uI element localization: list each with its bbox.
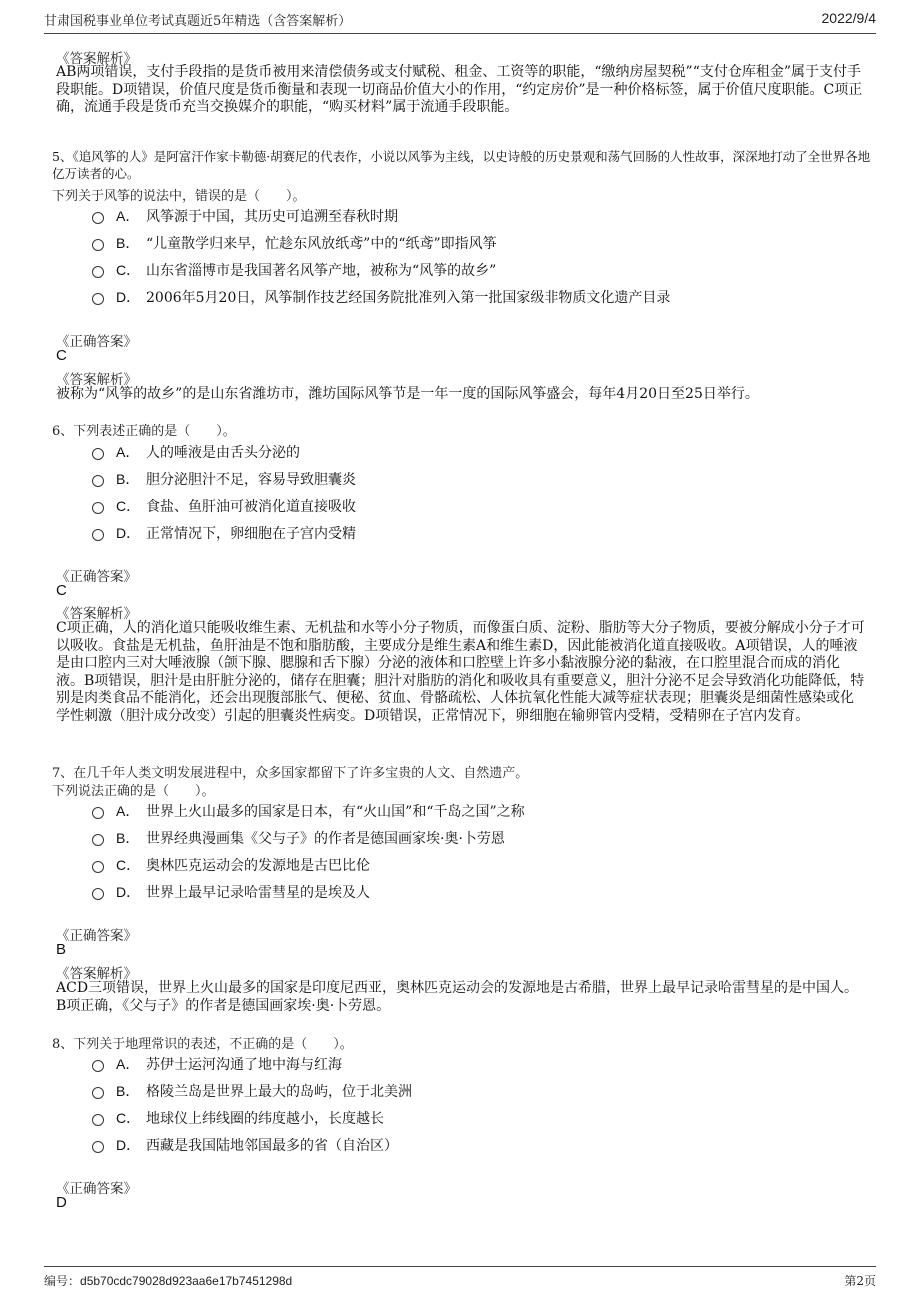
option-letter: C．: [116, 498, 141, 514]
option-text: 世界上最早记录哈雷彗星的是埃及人: [146, 885, 370, 901]
q8-correct-label: 《正确答案》: [56, 1181, 137, 1197]
radio-icon[interactable]: [92, 212, 104, 224]
q5-analysis-text: 被称为“风筝的故乡”的是山东省潍坊市，潍坊国际风筝节是一年一度的国际风筝盛会，每年4月20日至25日举行。: [56, 386, 759, 402]
option-text: 世界经典漫画集《父与子》的作者是德国画家埃·奥·卜劳恩: [146, 831, 505, 847]
option-text: 食盐、鱼肝油可被消化道直接吸收: [146, 499, 356, 515]
option-letter: B．: [116, 471, 140, 487]
q5-correct-answer: C: [56, 347, 67, 364]
q6-correct-label: 《正确答案》: [56, 569, 137, 585]
option-text: “儿童散学归来早，忙趁东风放纸鸢”中的“纸鸢”即指风筝: [146, 236, 497, 252]
radio-icon[interactable]: [92, 502, 104, 514]
option-letter: D．: [116, 1137, 141, 1153]
q6-option-c[interactable]: [92, 496, 356, 516]
q4-analysis-text: AB两项错误，支付手段指的是货币被用来清偿债务或支付赋税、租金、工资等的职能，“缴纳房屋契税”“支付仓库租金”属于支付手段职能。D项错误，价值尺度是货币衡量和表现一切商品价值大小的作用，“约定房价”是一种价格标签，属于价值尺度职能。C项正确，流通手段是货币充当交换媒介的职能，“购买材料”属于流通手段职能。: [56, 64, 863, 115]
radio-icon[interactable]: [92, 1060, 104, 1072]
radio-icon[interactable]: [92, 834, 104, 846]
option-text: 2006年5月20日，风筝制作技艺经国务院批准列入第一批国家级非物质文化遗产目录: [146, 290, 671, 306]
option-text: 胆分泌胆汁不足，容易导致胆囊炎: [146, 472, 356, 488]
option-letter: A．: [116, 1056, 140, 1072]
radio-icon[interactable]: [92, 529, 104, 541]
document-date: 2022/9/4: [821, 10, 876, 26]
document-code-label: 编号：: [44, 1274, 81, 1288]
radio-icon[interactable]: [92, 861, 104, 873]
option-text: 风筝源于中国，其历史可追溯至春秋时期: [146, 209, 398, 225]
q7-option-a[interactable]: [92, 801, 525, 821]
q7-option-d[interactable]: [92, 882, 370, 902]
q8-option-d[interactable]: [92, 1135, 398, 1155]
option-letter: D．: [116, 525, 141, 541]
page-header: [44, 10, 876, 30]
radio-icon[interactable]: [92, 1087, 104, 1099]
q7-analysis-label: 《答案解析》: [56, 966, 137, 982]
q6-option-a[interactable]: [92, 442, 300, 462]
q5-analysis-label: 《答案解析》: [56, 372, 137, 388]
option-text: 正常情况下，卵细胞在子宫内受精: [146, 526, 356, 542]
q7-sub-stem: 下列说法正确的是（ ）。: [52, 784, 215, 799]
document-code-value: d5b70cdc79028d923aa6e17b7451298d: [80, 1274, 293, 1288]
radio-icon[interactable]: [92, 293, 104, 305]
radio-icon[interactable]: [92, 266, 104, 278]
q5-correct-label: 《正确答案》: [56, 334, 137, 350]
option-letter: D．: [116, 289, 141, 305]
option-letter: C．: [116, 1110, 141, 1126]
q5-option-d[interactable]: [92, 287, 670, 307]
option-text: 苏伊士运河沟通了地中海与红海: [146, 1057, 342, 1073]
q5-sub-stem: 下列关于风筝的说法中，错误的是（ ）。: [52, 189, 306, 204]
option-letter: B．: [116, 1083, 140, 1099]
option-letter: A．: [116, 208, 140, 224]
q5-option-a[interactable]: [92, 206, 398, 226]
option-text: 世界上火山最多的国家是日本，有“火山国”和“千岛之国”之称: [146, 804, 525, 820]
q6-analysis-label: 《答案解析》: [56, 606, 137, 622]
option-letter: B．: [116, 235, 140, 251]
q8-correct-answer: D: [56, 1194, 67, 1211]
radio-icon[interactable]: [92, 448, 104, 460]
radio-icon[interactable]: [92, 239, 104, 251]
q6-correct-answer: C: [56, 582, 67, 599]
page-footer: [44, 1272, 876, 1290]
option-letter: A．: [116, 444, 140, 460]
option-letter: D．: [116, 884, 141, 900]
option-text: 西藏是我国陆地邻国最多的省（自治区）: [146, 1138, 398, 1154]
option-text: 山东省淄博市是我国著名风筝产地，被称为“风筝的故乡”: [146, 263, 497, 279]
option-text: 奥林匹克运动会的发源地是古巴比伦: [146, 858, 370, 874]
option-text: 人的唾液是由舌头分泌的: [146, 445, 300, 461]
radio-icon[interactable]: [92, 807, 104, 819]
q7-stem: 7、在几千年人类文明发展进程中，众多国家都留下了许多宝贵的人文、自然遗产。: [52, 766, 529, 781]
radio-icon[interactable]: [92, 888, 104, 900]
document-title: 甘肃国税事业单位考试真题近5年精选（含答案解析）: [44, 14, 352, 29]
q5-option-b[interactable]: [92, 233, 497, 253]
radio-icon[interactable]: [92, 1141, 104, 1153]
header-divider: [44, 33, 876, 34]
option-text: 格陵兰岛是世界上最大的岛屿，位于北美洲: [146, 1084, 412, 1100]
q6-analysis-text: C项正确，人的消化道只能吸收维生素、无机盐和水等小分子物质，而像蛋白质、淀粉、脂肪等大分子物质，要被分解成小分子才可以吸收。食盐是无机盐，鱼肝油是不饱和脂肪酸，主要成分是维生素A和维生素D，因此能被消化道直接吸收。A项错误，人的唾液是由口腔内三对大唾液腺（颌下腺、腮腺和舌下腺）分泌的液体和口腔壁上许多小黏液腺分泌的黏液，在口腔里混合而成的消化液。B项错误，胆汁是由肝脏分泌的，储存在胆囊；胆汁对脂肪的消化和吸收具有重要意义，胆汁分泌不足会导致消化功能降低，特别是肉类食品不能消化，还会出现腹部胀气、便秘、贫血、骨骼疏松、人体抗氧化性能大减等症状表现；胆囊炎是细菌性感染或化学性刺激（胆汁成分改变）引起的胆囊炎性病变。D项错误，正常情况下，卵细胞在输卵管内受精，受精卵在子宫内发育。: [56, 620, 865, 724]
q5-stem: 5、《追风筝的人》是阿富汗作家卡勒德·胡赛尼的代表作，小说以风筝为主线，以史诗般的历史景观和荡气回肠的人性故事，深深地打动了全世界各地亿万读者的心。: [52, 149, 871, 181]
radio-icon[interactable]: [92, 475, 104, 487]
q8-option-c[interactable]: [92, 1108, 384, 1128]
q7-option-b[interactable]: [92, 828, 505, 848]
document-code: [44, 1272, 292, 1289]
page-number: 第2页: [844, 1274, 876, 1288]
q7-analysis-text: ACD三项错误，世界上火山最多的国家是印度尼西亚，奥林匹克运动会的发源地是古希腊，世界上最早记录哈雷彗星的是中国人。B项正确，《父与子》的作者是德国画家埃·奥·卜劳恩。: [56, 980, 859, 1014]
radio-icon[interactable]: [92, 1114, 104, 1126]
q8-stem: 8、下列关于地理常识的表述，不正确的是（ ）。: [52, 1037, 353, 1052]
option-letter: A．: [116, 803, 140, 819]
option-text: 地球仪上纬线圈的纬度越小，长度越长: [146, 1111, 384, 1127]
option-letter: C．: [116, 857, 141, 873]
q7-option-c[interactable]: [92, 855, 370, 875]
option-letter: B．: [116, 830, 140, 846]
q4-analysis-label: 《答案解析》: [56, 51, 137, 67]
footer-divider: [44, 1266, 876, 1267]
q8-option-b[interactable]: [92, 1081, 412, 1101]
q6-stem: 6、下列表述正确的是（ ）。: [52, 424, 236, 439]
q6-option-d[interactable]: [92, 523, 356, 543]
q7-correct-label: 《正确答案》: [56, 928, 137, 944]
q6-option-b[interactable]: [92, 469, 356, 489]
q5-option-c[interactable]: [92, 260, 496, 280]
q8-option-a[interactable]: [92, 1054, 342, 1074]
option-letter: C．: [116, 262, 141, 278]
q7-correct-answer: B: [56, 941, 67, 958]
